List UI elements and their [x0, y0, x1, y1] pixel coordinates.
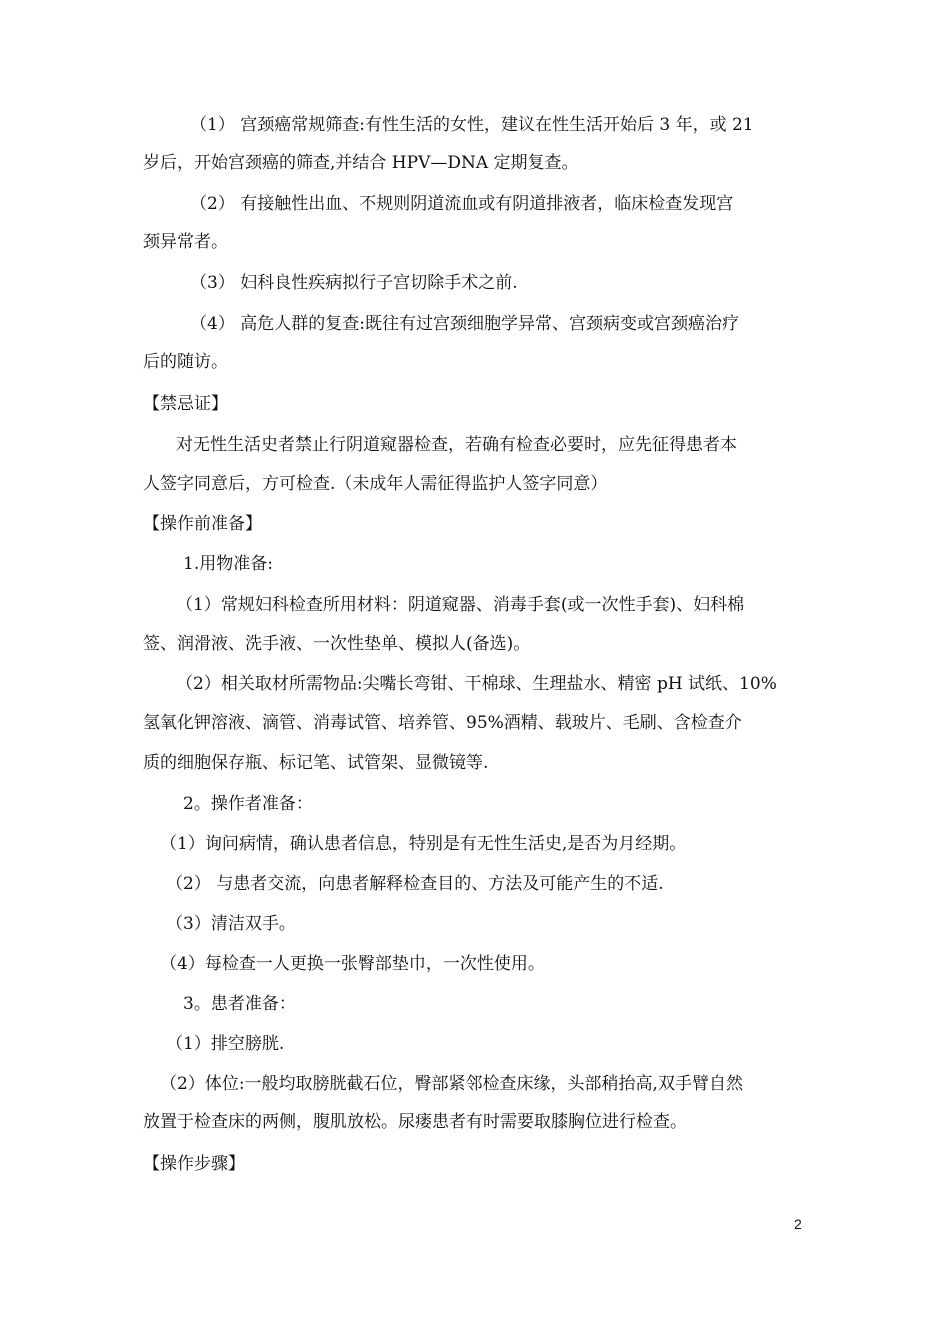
section-heading: 【操作前准备】	[143, 514, 262, 534]
text-line: 人签字同意后，方可检查.（未成年人需征得监护人签字同意）	[143, 474, 608, 494]
text-line: （2）体位:一般均取膀胱截石位，臀部紧邻检查床缘，头部稍抬高,双手臂自然	[160, 1074, 743, 1094]
text-line: 放置于检查床的两侧，腹肌放松。尿瘘患者有时需要取膝胸位进行检查。	[143, 1112, 687, 1132]
text-line: （1） 宫颈癌常规筛查:有性生活的女性，建议在性生活开始后 3 年，或 21	[190, 115, 754, 135]
text-line: 颈异常者。	[143, 232, 228, 252]
text-line: 岁后，开始宫颈癌的筛查,并结合 HPV—DNA 定期复查。	[143, 153, 579, 173]
text-line: 质的细胞保存瓶、标记笔、试管架、显微镜等.	[143, 753, 489, 773]
text-line: （1）常规妇科检查所用材料：阴道窥器、消毒手套(或一次性手套)、妇科棉	[176, 595, 745, 615]
text-line: （1）排空膀胱.	[166, 1034, 285, 1054]
text-line: 2。操作者准备：	[183, 794, 313, 814]
text-line: （2） 有接触性出血、不规则阴道流血或有阴道排液者，临床检查发现宫	[190, 194, 734, 214]
text-line: 3。患者准备：	[183, 994, 296, 1014]
text-line: 1.用物准备:	[183, 554, 273, 574]
text-line: （4） 高危人群的复查:既往有过宫颈细胞学异常、宫颈病变或宫颈癌治疗	[190, 314, 739, 334]
text-line: 签、润滑液、洗手液、一次性垫单、模拟人(备选)。	[143, 634, 531, 654]
text-line: （3）清洁双手。	[166, 914, 296, 934]
page-number: 2	[794, 1216, 802, 1232]
text-line: 氢氧化钾溶液、滴管、消毒试管、培养管、95%酒精、载玻片、毛刷、含检查介	[143, 713, 742, 733]
text-line: （1）询问病情，确认患者信息，特别是有无性生活史,是否为月经期。	[160, 834, 687, 854]
text-line: （2） 与患者交流，向患者解释检查目的、方法及可能产生的不适.	[166, 874, 664, 894]
section-heading: 【操作步骤】	[143, 1154, 245, 1174]
text-line: （3） 妇科良性疾病拟行子宫切除手术之前.	[190, 273, 518, 293]
text-line: 对无性生活史者禁止行阴道窥器检查，若确有检查必要时，应先征得患者本	[176, 435, 737, 455]
text-line: （4）每检查一人更换一张臀部垫巾，一次性使用。	[160, 954, 545, 974]
text-line: （2）相关取材所需物品:尖嘴长弯钳、干棉球、生理盐水、精密 pH 试纸、10%	[176, 674, 777, 694]
section-heading: 【禁忌证】	[143, 394, 228, 414]
text-line: 后的随访。	[143, 352, 228, 372]
